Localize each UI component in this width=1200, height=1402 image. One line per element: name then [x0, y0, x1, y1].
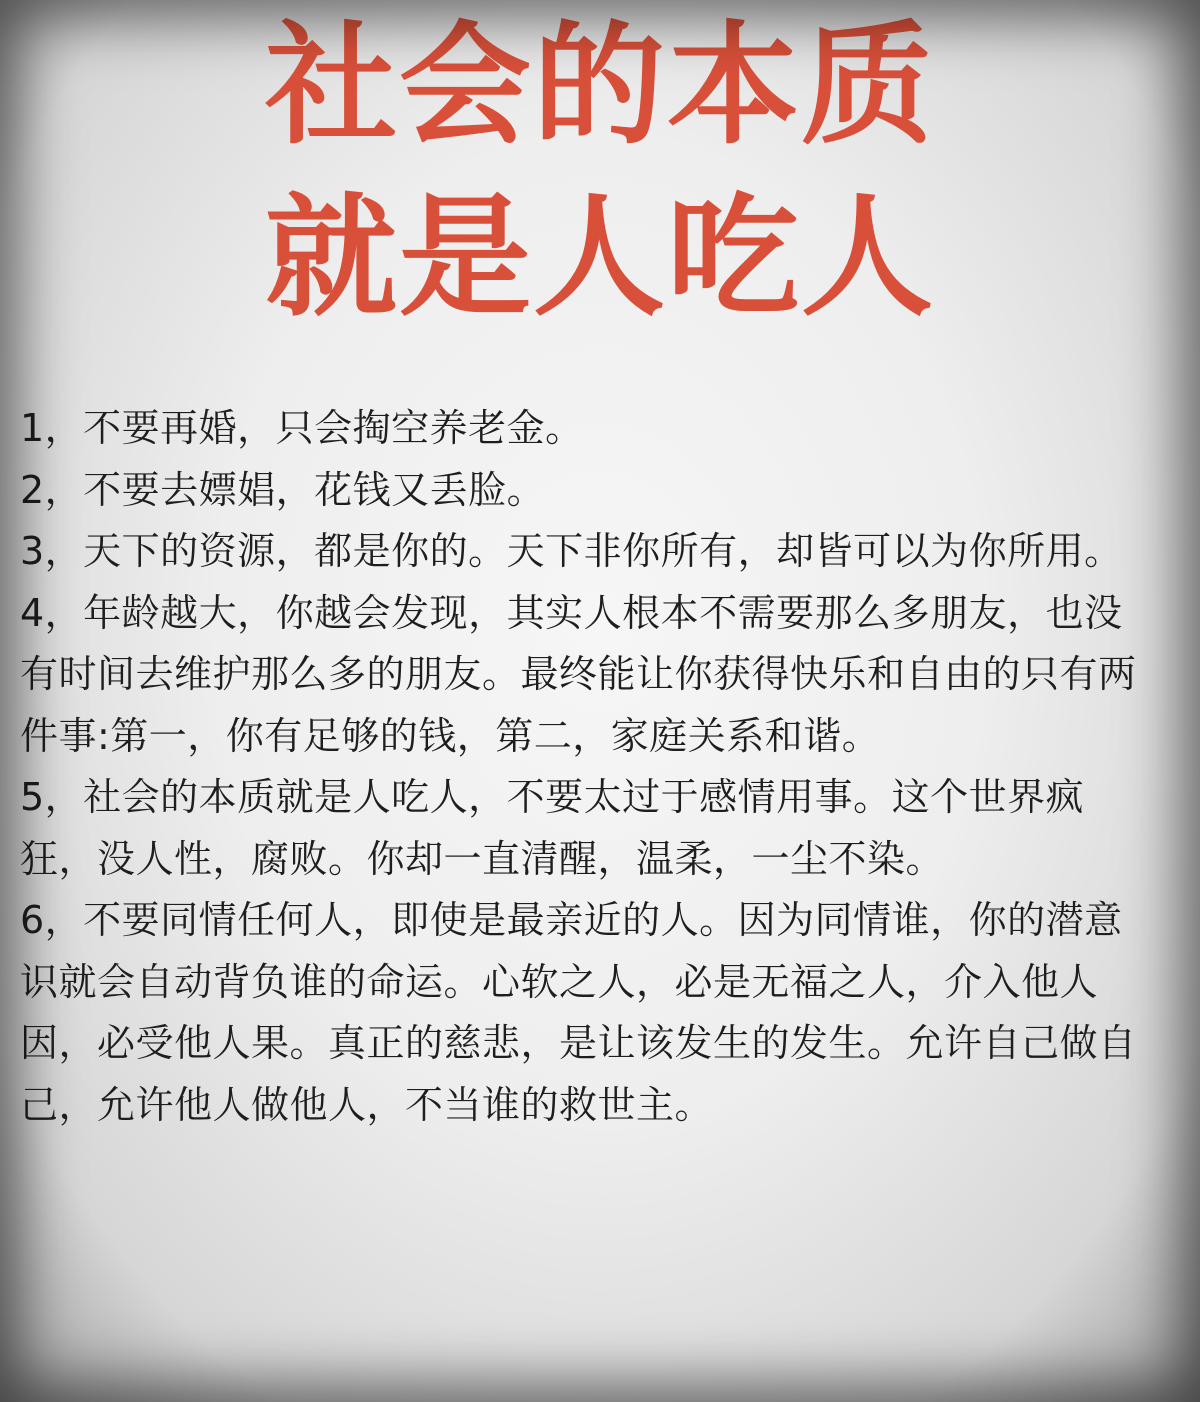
list-item: 4，年龄越大，你越会发现，其实人根本不需要那么多朋友，也没有时间去维护那么多的朋友。最终能让你获得快乐和自由的只有两件事:第一，你有足够的钱，第二，家庭关系和谐。: [20, 590, 1137, 758]
list-item: 1，不要再婚，只会掏空养老金。: [20, 406, 584, 450]
title-line-1: 社会的本质: [265, 9, 935, 163]
list-item: 6，不要同情任何人，即使是最亲近的人。因为同情谁，你的潜意识就会自动背负谁的命运。心软之人，必是无福之人，介入他人因，必受他人果。真正的慈悲，是让该发生的发生。允许自己做自己，允许他人做他人，不当谁的救世主。: [20, 898, 1137, 1127]
title-line-2: 就是人吃人: [265, 181, 935, 335]
list-item: 2，不要去嫖娼，花钱又丢脸。: [20, 467, 546, 512]
list-item: 5，社会的本质就是人吃人，不要太过于感情用事。这个世界疯狂，没人性，腐败。你却一直清醒，温柔，一尘不染。: [20, 775, 1085, 881]
list-item: 3，天下的资源，都是你的。天下非你所有，却皆可以为你所用。: [20, 529, 1123, 573]
advice-list: [20, 398, 1145, 1136]
